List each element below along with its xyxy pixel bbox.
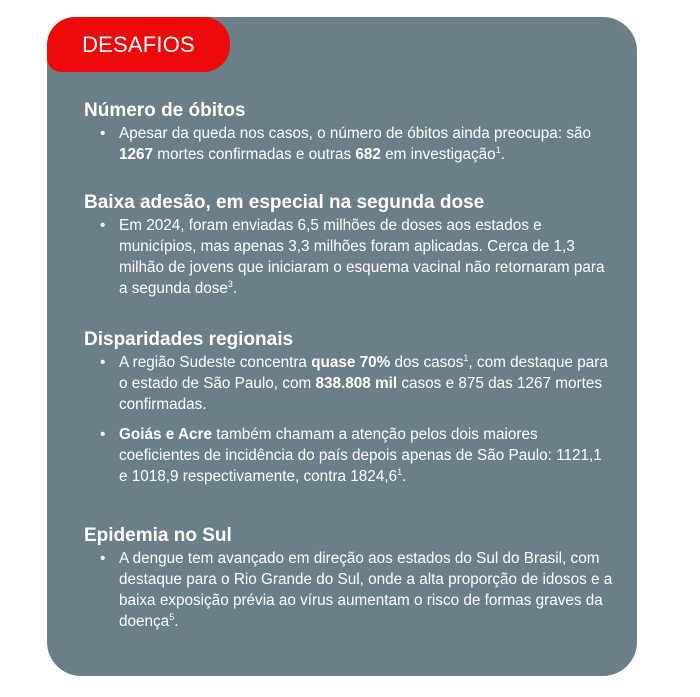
section-title: Baixa adesão, em especial na segunda dose [84, 192, 485, 213]
bullet-dot-icon: • [100, 125, 106, 142]
bold-text: quase 70% [311, 354, 391, 371]
bold-text: Goiás e Acre [119, 426, 212, 443]
section-title: Disparidades regionais [84, 329, 294, 350]
section-disparidades [84, 328, 614, 487]
bullet-dot-icon: • [100, 354, 106, 371]
text-run: A região Sudeste concentra [119, 354, 312, 371]
footnote-ref: 1 [495, 145, 501, 155]
section-title: Número de óbitos [84, 100, 246, 121]
text-run: em investigação [380, 146, 496, 163]
bold-text: 1267 [119, 146, 154, 163]
bullet-dot-icon: • [100, 426, 106, 443]
text-run: Em 2024, foram enviadas 6,5 milhões de doses aos estados e municípios, mas apenas 3,3 milhões foram aplicadas. Cerca de 1,3 milhão de jovens que iniciaram o esquema vacinal não retornaram para a segunda dose [119, 217, 605, 297]
text-run: mortes confirmadas e outras [153, 146, 356, 163]
text-run: . [232, 280, 238, 297]
text-run: Apesar da queda nos casos, o número de óbitos ainda preocupa: são [119, 125, 591, 142]
text-run: A dengue tem avançado em direção aos estados do Sul do Brasil, com destaque para o Rio Grande do Sul, onde a alta proporção de idosos e a baixa exposição prévia ao vírus aumentam o risco de formas graves da doença [119, 550, 613, 630]
bold-text: 838.808 mil [315, 375, 398, 392]
badge-label: DESAFIOS [82, 31, 195, 57]
text-run: casos e 875 das 1267 mortes confirmadas. [119, 375, 603, 413]
footnote-ref: 1 [397, 467, 403, 477]
bullet-item [84, 123, 614, 165]
bullet-item [84, 352, 614, 415]
text-run: dos casos [390, 354, 464, 371]
section-title: Epidemia no Sul [84, 525, 232, 546]
section-adesao [84, 191, 614, 299]
bullet-item [84, 548, 614, 632]
bullet-dot-icon: • [100, 550, 106, 567]
footnote-ref: 5 [169, 612, 175, 622]
bullet-item [84, 215, 614, 299]
desafios-badge [47, 17, 230, 72]
text-run: . [174, 613, 179, 630]
text-run: também chamam a atenção pelos dois maiores coeficientes de incidência do país depois apenas de São Paulo: 1121,1 e 1018,9 respectivamente, contra 1824,6 [119, 426, 602, 485]
section-sul [84, 524, 614, 632]
text-run: . [500, 146, 505, 163]
bullet-item [84, 424, 614, 487]
bold-text: 682 [355, 146, 381, 163]
text-run: . [402, 468, 407, 485]
section-obitos [84, 99, 614, 165]
text-run: , com destaque para o estado de São Paulo, com [119, 354, 608, 392]
footnote-ref: 1 [463, 353, 469, 363]
footnote-ref: 3 [227, 279, 233, 289]
bullet-dot-icon: • [100, 217, 106, 234]
